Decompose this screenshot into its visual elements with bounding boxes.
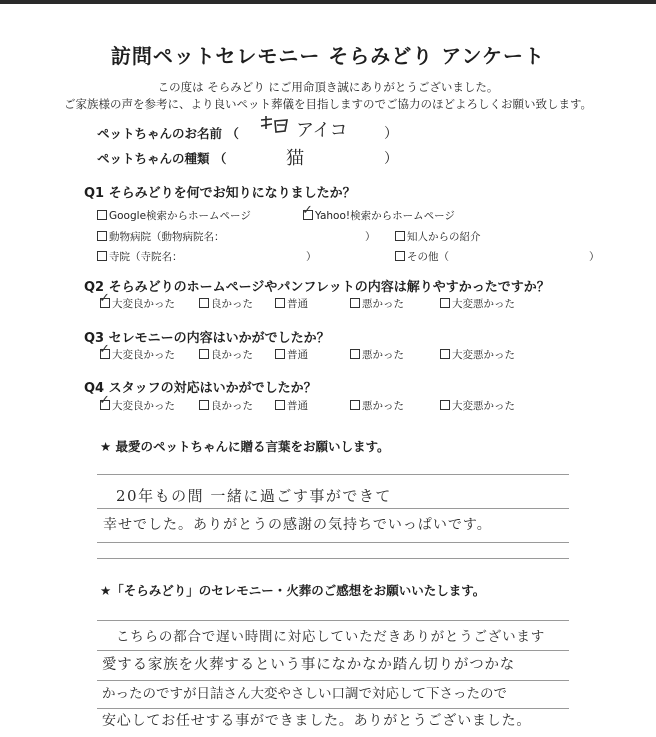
- checkbox[interactable]: [440, 298, 450, 308]
- pet-type-value: 猫: [286, 148, 304, 169]
- q2-option-good[interactable]: 良かった: [199, 296, 253, 311]
- intro-line-2: ご家族様の声を参考に、より良いペット葬儀を目指しますのでご協力のほどよろしくお願い致します。: [63, 97, 593, 111]
- q3-question: Q3 セレモニーの内容はいかがでしたか？: [84, 331, 330, 346]
- check-mark-icon: ✓: [302, 203, 313, 218]
- q3-option-good[interactable]: 良かった: [199, 347, 253, 362]
- q2-question: Q2 そらみどりのホームページやパンフレットの内容は解りやすかったですか？: [84, 280, 550, 295]
- pet-name-value: アイコ: [296, 120, 348, 141]
- checkbox[interactable]: [275, 298, 285, 308]
- q1-option-friend[interactable]: 知人からの紹介: [395, 229, 481, 244]
- check-mark-icon: ✓: [99, 342, 110, 357]
- checkbox[interactable]: [199, 349, 209, 359]
- top-border: [0, 0, 656, 4]
- pet-type-label: ペットちゃんの種類 （: [97, 151, 227, 166]
- answer-line: [97, 474, 569, 475]
- pet-name-label: ペットちゃんのお名前 （: [97, 126, 239, 141]
- q4-option-bad[interactable]: 悪かった: [350, 398, 404, 413]
- checkbox[interactable]: [199, 298, 209, 308]
- q1-option-temple[interactable]: 寺院（寺院名：: [97, 249, 183, 264]
- comment-line-4: 安心してお任せする事ができました。ありがとうございました。: [102, 713, 532, 729]
- q4-option-very-bad[interactable]: 大変悪かった: [440, 398, 515, 413]
- q4-option-good[interactable]: 良かった: [199, 398, 253, 413]
- q2-option-normal[interactable]: 普通: [275, 296, 308, 311]
- q3-option-bad[interactable]: 悪かった: [350, 347, 404, 362]
- checkbox[interactable]: [440, 349, 450, 359]
- checkbox-checked[interactable]: [302, 203, 313, 220]
- pet-type-close: ）: [384, 151, 398, 167]
- checkbox[interactable]: [275, 400, 285, 410]
- comment-line-3: かったのですが日詰さん大変やさしい口調で対応して下さったので: [102, 686, 507, 702]
- checkbox[interactable]: [395, 231, 405, 241]
- q1-temple-close: ）: [306, 251, 317, 263]
- q1-option-yahoo[interactable]: ✓ Yahoo!検索からホームページ: [302, 203, 455, 222]
- q4-question: Q4 スタッフの対応はいかがでしたか？: [84, 381, 317, 396]
- checkbox[interactable]: [350, 400, 360, 410]
- intro-line-1: この度は そらみどり にご用命頂き誠にありがとうございました。: [157, 80, 499, 94]
- checkbox[interactable]: [395, 251, 405, 261]
- checkbox[interactable]: [350, 298, 360, 308]
- checkbox[interactable]: [275, 349, 285, 359]
- q1-question: Q1 そらみどりを何でお知りになりましたか？: [84, 186, 356, 201]
- checkbox[interactable]: [97, 210, 107, 220]
- pet-name-signature: [258, 114, 290, 145]
- checkbox[interactable]: [97, 251, 107, 261]
- q3-option-very-good[interactable]: ✓ 大変良かった: [99, 342, 175, 361]
- pet-name-close: ）: [384, 126, 398, 142]
- checkbox-checked[interactable]: [99, 291, 110, 308]
- checkbox[interactable]: [350, 349, 360, 359]
- q3-option-very-bad[interactable]: 大変悪かった: [440, 347, 515, 362]
- answer-line: [97, 620, 569, 621]
- answer-line: [97, 558, 569, 559]
- check-mark-icon: ✓: [99, 393, 110, 408]
- answer-line: [97, 508, 569, 509]
- q2-option-very-good[interactable]: ✓ 大変良かった: [99, 291, 175, 310]
- answer-line: [97, 542, 569, 543]
- answer-line: [97, 680, 569, 681]
- q1-option-google[interactable]: Google検索からホームページ: [97, 208, 251, 223]
- comment-line-2: 愛する家族を火葬するという事になかなか踏ん切りがつかな: [102, 657, 516, 673]
- checkbox[interactable]: [97, 231, 107, 241]
- q2-option-very-bad[interactable]: 大変悪かった: [440, 296, 515, 311]
- q1-other-close: ）: [589, 251, 600, 263]
- q4-option-very-good[interactable]: ✓ 大変良かった: [99, 393, 175, 412]
- survey-title: 訪問ペットセレモニー そらみどり アンケート: [110, 44, 546, 68]
- q4-option-normal[interactable]: 普通: [275, 398, 308, 413]
- checkbox[interactable]: [440, 400, 450, 410]
- q2-option-bad[interactable]: 悪かった: [350, 296, 404, 311]
- section2-heading: ★「そらみどり」のセレモニー・火葬のご感想をお願いいたします。: [100, 583, 486, 598]
- answer-line: [97, 708, 569, 709]
- section1-heading: ★ 最愛のペットちゃんに贈る言葉をお願いします。: [100, 439, 390, 454]
- checkbox-checked[interactable]: [99, 393, 110, 410]
- message-line-1: 20年もの間 一緒に過ごす事ができて: [116, 487, 392, 505]
- check-mark-icon: ✓: [99, 291, 110, 306]
- checkbox-checked[interactable]: [99, 342, 110, 359]
- answer-line: [97, 650, 569, 651]
- q1-option-other[interactable]: その他（: [395, 249, 449, 264]
- q1-option-vet[interactable]: 動物病院（動物病院名：: [97, 229, 225, 244]
- comment-line-1: こちらの都合で遅い時間に対応していただきありがとうございます: [116, 629, 545, 645]
- checkbox[interactable]: [199, 400, 209, 410]
- message-line-2: 幸せでした。ありがとうの感謝の気持ちでいっぱいです。: [103, 517, 492, 533]
- q1-vet-close: ）: [365, 231, 376, 243]
- q3-option-normal[interactable]: 普通: [275, 347, 308, 362]
